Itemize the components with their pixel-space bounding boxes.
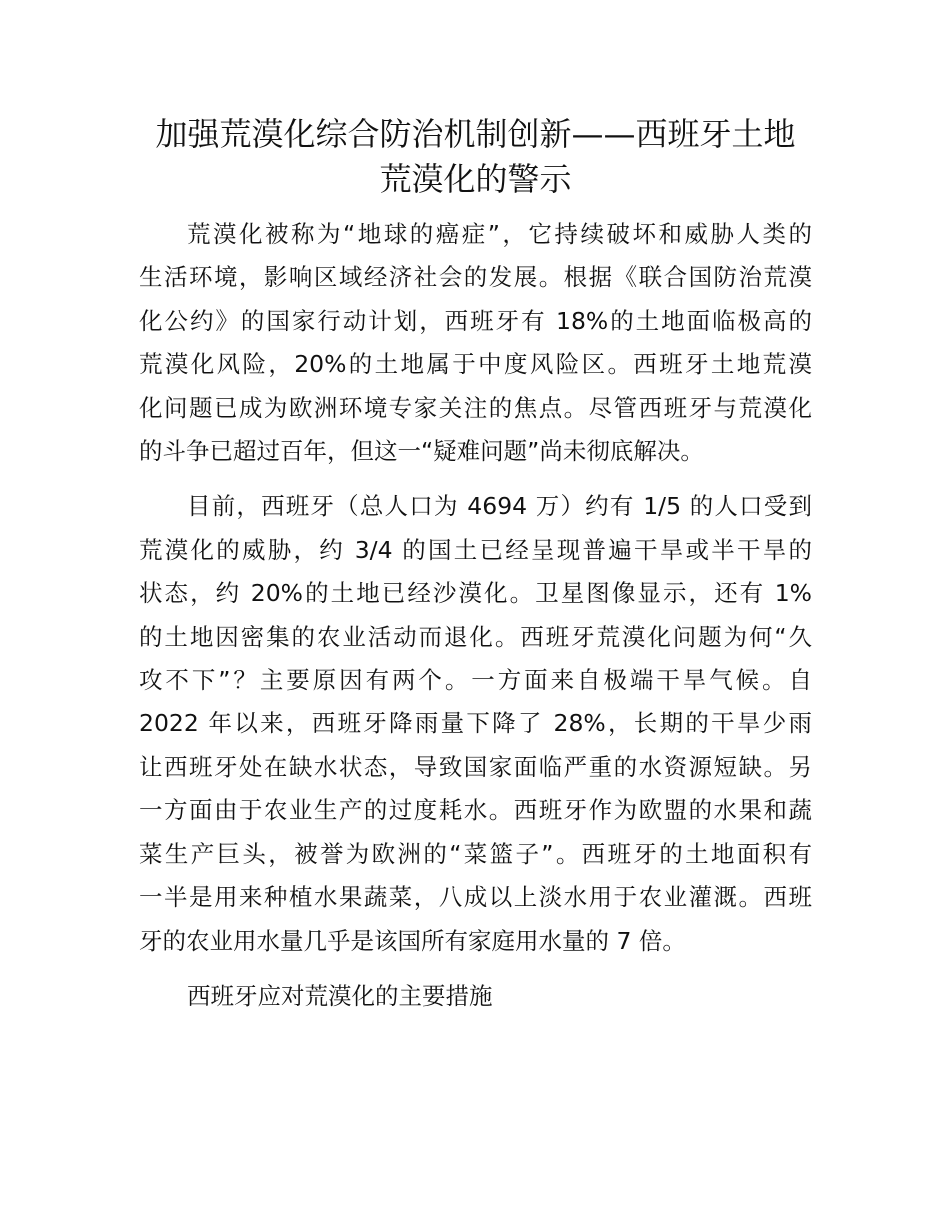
paragraph-line: 菜生产巨头，被誉为欧洲的“菜篮子”。西班牙的土地面积有 [139, 839, 812, 868]
document-body [139, 213, 812, 1018]
paragraph [139, 485, 812, 962]
paragraph-line: 的斗争已超过百年，但这一“疑难问题”尚未彻底解决。 [139, 437, 704, 466]
paragraph-line: 攻不下”？主要原因有两个。一方面来自极端干旱气候。自 [139, 666, 812, 695]
paragraph-line: 化问题已成为欧洲环境专家关注的焦点。尽管西班牙与荒漠化 [139, 393, 812, 422]
title-line: 加强荒漠化综合防治机制创新——西班牙土地 [155, 115, 796, 153]
paragraph-line: 一半是用来种植水果蔬菜，八成以上淡水用于农业灌溉。西班 [139, 883, 812, 912]
paragraph-line: 一方面由于农业生产的过度耗水。西班牙作为欧盟的水果和蔬 [139, 796, 812, 825]
paragraph-line: 的土地因密集的农业活动而退化。西班牙荒漠化问题为何“久 [139, 622, 812, 651]
document-page [139, 112, 812, 1030]
paragraph-line: 生活环境，影响区域经济社会的发展。根据《联合国防治荒漠 [139, 263, 812, 292]
paragraph-line: 荒漠化风险，20%的土地属于中度风险区。西班牙土地荒漠 [139, 350, 812, 379]
paragraph [139, 975, 812, 1018]
paragraph-line: 荒漠化被称为“地球的癌症”，它持续破坏和威胁人类的 [187, 220, 812, 248]
document-title [139, 112, 812, 202]
paragraph-line: 让西班牙处在缺水状态，导致国家面临严重的水资源短缺。另 [139, 752, 812, 781]
paragraph [139, 213, 812, 473]
paragraph-line: 2022 年以来，西班牙降雨量下降了 28%，长期的干旱少雨 [139, 709, 812, 738]
paragraph-line: 状态，约 20%的土地已经沙漠化。卫星图像显示，还有 1% [139, 579, 812, 608]
paragraph-line: 牙的农业用水量几乎是该国所有家庭用水量的 7 倍。 [139, 926, 686, 955]
paragraph-line: 目前，西班牙（总人口为 4694 万）约有 1/5 的人口受到 [187, 492, 812, 521]
paragraph-line: 化公约》的国家行动计划，西班牙有 18%的土地面临极高的 [139, 306, 812, 335]
title-line: 荒漠化的警示 [379, 160, 572, 198]
paragraph-line: 荒漠化的威胁，约 3/4 的国土已经呈现普遍干旱或半干旱的 [139, 535, 812, 564]
paragraph-line: 西班牙应对荒漠化的主要措施 [187, 981, 493, 1010]
